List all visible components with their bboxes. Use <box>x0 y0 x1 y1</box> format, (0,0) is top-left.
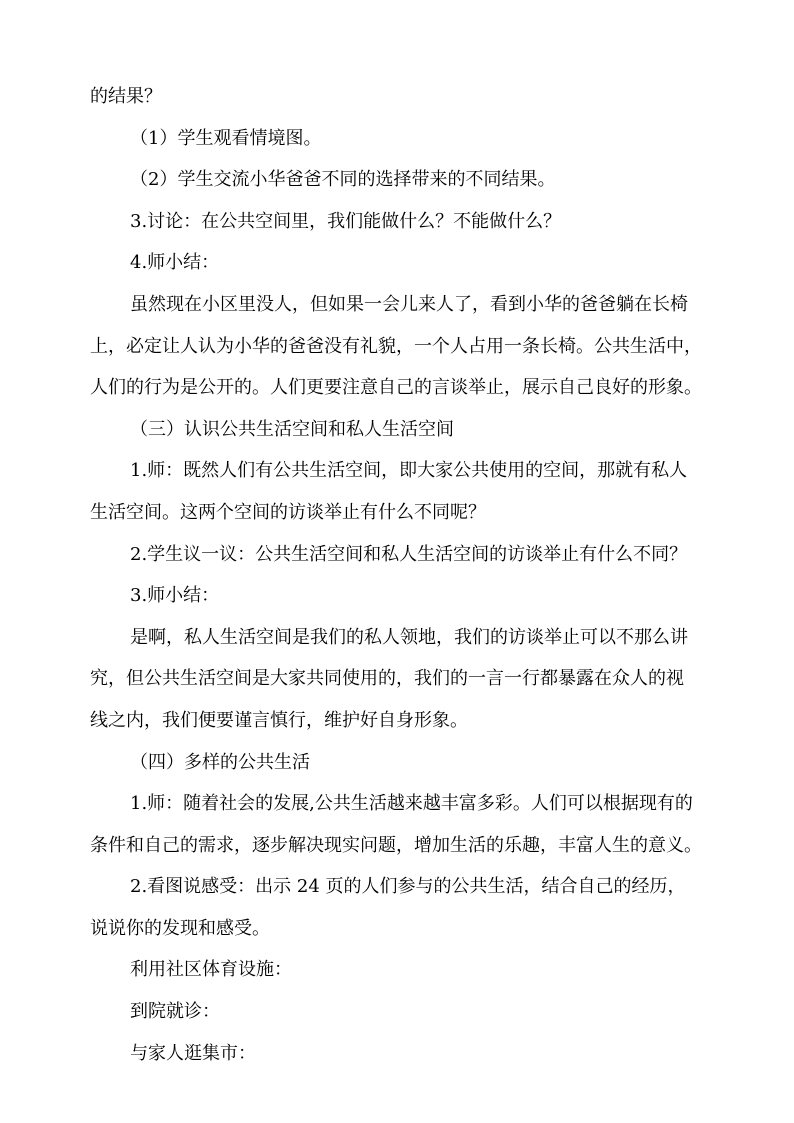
text-line: 是啊，私人生活空间是我们的私人领地，我们的访谈举止可以不那么讲 <box>130 626 688 648</box>
text-line: 1.师：既然人们有公共生活空间，即大家公共使用的空间，那就有私人 <box>130 460 688 482</box>
document-body <box>90 76 710 1074</box>
text-line: 线之内，我们便要谨言慎行，维护好自身形象。 <box>90 709 468 731</box>
text-line: 与家人逛集市： <box>130 1042 256 1064</box>
text-line: 到院就诊： <box>130 1001 220 1023</box>
section-heading: （四）多样的公共生活 <box>130 751 310 773</box>
text-line: （1）学生观看情境图。 <box>130 127 322 149</box>
text-line: 2.看图说感受：出示 24 页的人们参与的公共生活，结合自己的经历， <box>130 876 686 898</box>
text-line: （2）学生交流小华爸爸不同的选择带来的不同结果。 <box>130 169 556 191</box>
section-heading: （三）认识公共生活空间和私人生活空间 <box>130 418 454 440</box>
text-line: 生活空间。这两个空间的访谈举止有什么不同呢？ <box>90 501 486 523</box>
text-line: 的结果？ <box>90 86 162 107</box>
text-line: 4.师小结： <box>130 252 220 274</box>
text-line: 虽然现在小区里没人，但如果一会儿来人了，看到小华的爸爸躺在长椅 <box>130 293 688 315</box>
text-line: 3.讨论：在公共空间里，我们能做什么？不能做什么？ <box>130 210 562 232</box>
text-line: 说说你的发现和感受。 <box>90 917 270 939</box>
text-line: 上，必定让人认为小华的爸爸没有礼貌，一个人占用一条长椅。公共生活中， <box>90 335 702 357</box>
text-line: 2.学生议一议：公共生活空间和私人生活空间的访谈举止有什么不同？ <box>130 543 688 565</box>
text-line: 条件和自己的需求，逐步解决现实问题，增加生活的乐趣，丰富人生的意义。 <box>90 834 702 856</box>
text-line: 利用社区体育设施： <box>130 959 292 981</box>
text-line: 3.师小结： <box>130 585 220 607</box>
text-line: 人们的行为是公开的。人们更要注意自己的言谈举止，展示自己良好的形象。 <box>90 377 702 399</box>
text-line: 1.师：随着社会的发展,公共生活越来越丰富多彩。人们可以根据现有的 <box>130 793 693 815</box>
text-line: 究，但公共生活空间是大家共同使用的，我们的一言一行都暴露在众人的视 <box>90 668 684 690</box>
